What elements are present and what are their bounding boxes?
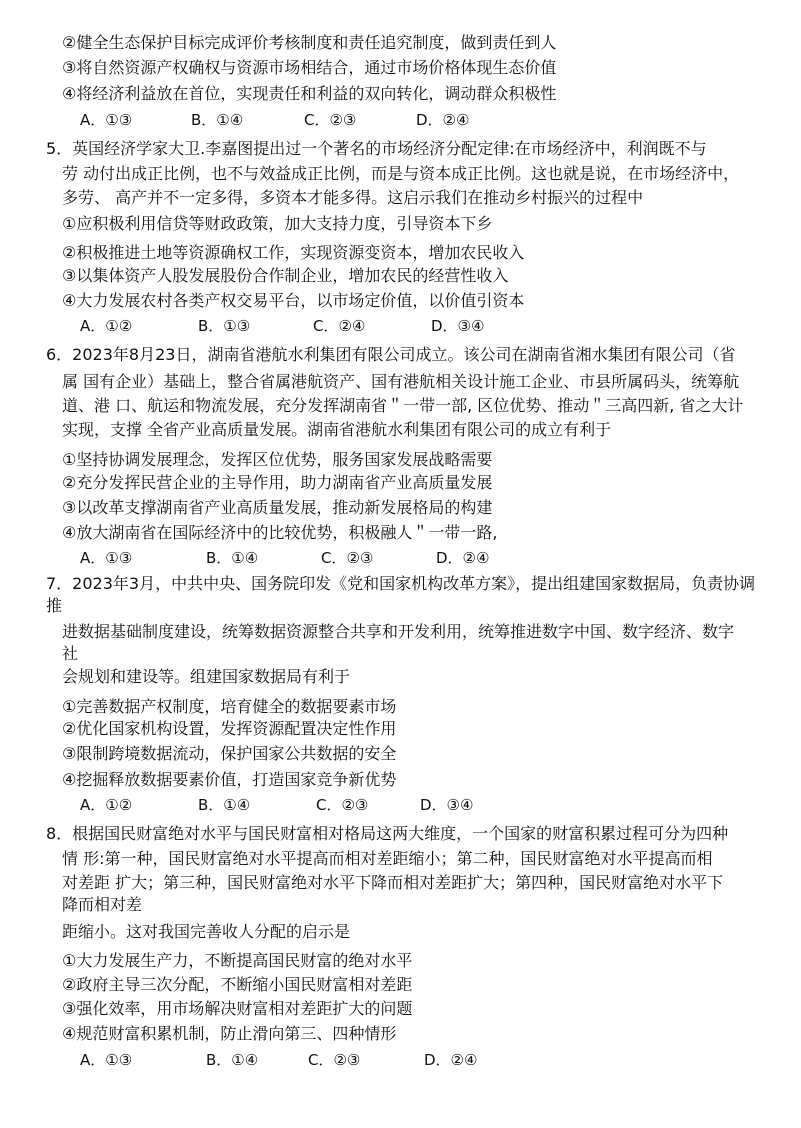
q5-stem-line-3: 多劳、 高产并不一定多得，多资本才能多得。这启示我们在推动乡村振兴的过程中 (62, 188, 644, 207)
q4-choice-c: C．②③ (304, 111, 357, 129)
q6-choice-d: D．②④ (436, 549, 490, 567)
q5-choice-b: B．①③ (198, 317, 251, 335)
q8-option-1: ①大力发展生产力，不断提高国民财富的绝对水平 (62, 951, 413, 970)
q8-stem-line-3-wrap: 降而相对差 (62, 895, 143, 914)
q7-stem-line-1-wrap: 推 (46, 596, 63, 615)
q6-stem-line-3: 道、港 口、航运和物流发展，充分发挥湖南省＂一带一部, 区位优势、推动＂三高四新, 省之大计 (62, 396, 744, 415)
q5-stem-line-2: 劳 动付出成正比例，也不与效益成正比例，而是与资本成正比例。这也就是说，在市场经济中， (62, 164, 740, 183)
q8-choice-a: A．①③ (80, 1051, 133, 1069)
q8-stem-line-2: 情 形:第一种，国民财富绝对水平提高而相对差距缩小；第二种，国民财富绝对水平提高而相 (62, 849, 713, 868)
q6-stem-line-4: 实现，支撑 全省产业高质量发展。湖南省港航水利集团有限公司的成立有利于 (62, 420, 612, 439)
q8-stem-line-3: 对差距 扩大；第三种，国民财富绝对水平下降而相对差距扩大；第四种，国民财富绝对水平下 (62, 873, 724, 892)
q7-stem-line-2-wrap: 社 (62, 644, 79, 663)
q8-choice-d: D．②④ (424, 1051, 478, 1069)
q6-choice-c: C．②③ (321, 549, 374, 567)
q7-stem-line-1: 7．2023年3月，中共中央、国务院印发《党和国家机构改革方案》，提出组建国家数据局，负责协调 (46, 574, 756, 593)
q7-option-3: ③限制跨境数据流动，保护国家公共数据的安全 (62, 744, 397, 763)
q7-option-4: ④挖掘释放数据要素价值，打造国家竞争新优势 (62, 770, 397, 789)
q7-choice-b: B．①④ (198, 796, 251, 814)
q7-option-1: ①完善数据产权制度，培育健全的数据要素市场 (62, 697, 397, 716)
q4-option-3: ③将自然资源产权确权与资源市场相结合，通过市场价格体现生态价值 (62, 58, 557, 77)
q4-option-4: ④将经济利益放在首位，实现责任和利益的双向转化，调动群众积极性 (62, 84, 557, 103)
q7-stem-line-3: 会规划和建设等。组建国家数据局有利于 (62, 667, 351, 686)
q5-option-4: ④大力发展农村各类产权交易平台，以市场定价值，以价值引资本 (62, 291, 525, 310)
q6-choice-a: A．①③ (80, 549, 133, 567)
q7-choice-a: A．①② (80, 796, 133, 814)
q4-choice-b: B．①④ (191, 111, 244, 129)
q8-stem-line-1: 8．根据国民财富绝对水平与国民财富相对格局这两大维度，一个国家的财富积累过程可分为四种 (46, 824, 729, 843)
q8-choice-b: B．①④ (206, 1051, 259, 1069)
q5-choice-a: A．①② (80, 317, 133, 335)
q4-option-2: ②健全生态保护目标完成评价考核制度和责任追究制度，做到责任到人 (62, 33, 557, 52)
q6-stem-line-2: 属 国有企业）基础上，整合省属港航资产、国有港航相关设计施工企业、市县所属码头，统筹航 (62, 372, 740, 391)
q5-option-1: ①应积极利用信贷等财政政策，加大支持力度，引导资本下乡 (62, 214, 493, 233)
q6-stem-line-1: 6．2023年8月23日，湖南省港航水利集团有限公司成立。该公司在湖南省湘水集团有限公司（省 (46, 345, 736, 364)
q5-stem-line-1: 5．英国经济学家大卫.李嘉图提出过一个著名的市场经济分配定律:在市场经济中，利润既不与 (46, 139, 707, 158)
q5-choice-d: D．③④ (431, 317, 485, 335)
q6-option-2: ②充分发挥民营企业的主导作用，助力湖南省产业高质量发展 (62, 473, 493, 492)
q4-choice-d: D．②④ (416, 111, 470, 129)
q8-choice-c: C．②③ (308, 1051, 361, 1069)
q4-choice-a: A．①③ (80, 111, 133, 129)
q8-option-4: ④规范财富积累机制，防止滑向第三、四种情形 (62, 1024, 397, 1043)
q6-option-3: ③以改革支撑湖南省产业高质量发展，推动新发展格局的构建 (62, 498, 493, 517)
q5-option-3: ③以集体资产人股发展股份合作制企业，增加农民的经营性收入 (62, 266, 509, 285)
q7-choice-d: D．③④ (420, 796, 474, 814)
q8-stem-line-4: 距缩小。这对我国完善收人分配的启示是 (62, 922, 351, 941)
q5-option-2: ②积极推进土地等资源确权工作，实现资源变资本，增加农民收入 (62, 243, 525, 262)
q6-option-4: ④放大湖南省在国际经济中的比较优势，积极融人＂一带一路, (62, 523, 498, 542)
q7-option-2: ②优化国家机构设置，发挥资源配置决定性作用 (62, 719, 397, 738)
q8-option-3: ③强化效率，用市场解决财富相对差距扩大的问题 (62, 999, 413, 1018)
q6-option-1: ①坚持协调发展理念，发挥区位优势，服务国家发展战略需要 (62, 450, 493, 469)
q8-option-2: ②政府主导三次分配，不断缩小国民财富相对差距 (62, 975, 413, 994)
q5-choice-c: C．②④ (313, 317, 366, 335)
q7-choice-c: C．②③ (316, 796, 369, 814)
q6-choice-b: B．①④ (206, 549, 259, 567)
q7-stem-line-2: 进数据基础制度建设，统筹数据资源整合共享和开发利用，统筹推进数字中国、数字经济、数字 (62, 622, 735, 641)
